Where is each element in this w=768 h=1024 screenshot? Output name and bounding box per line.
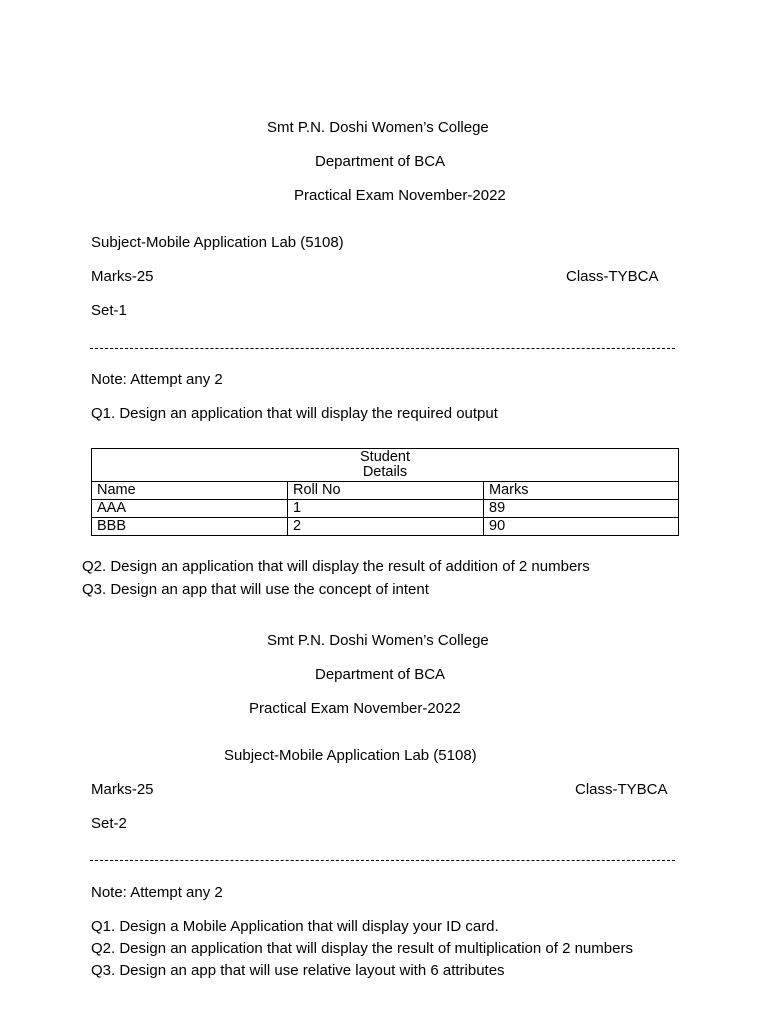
question-3: Q3. Design an app that will use the concept of intent (82, 581, 429, 598)
column-header-marks: Marks (484, 482, 679, 500)
table-header-row (92, 482, 679, 500)
student-details-table (91, 448, 679, 536)
college-name: Smt P.N. Doshi Women’s College (267, 632, 489, 649)
set-label: Set-1 (91, 302, 127, 319)
table-cell: 90 (484, 518, 679, 536)
subject-line: Subject-Mobile Application Lab (5108) (91, 234, 344, 251)
table-cell: 2 (288, 518, 484, 536)
exam-title: Practical Exam November-2022 (294, 187, 506, 204)
exam-title: Practical Exam November-2022 (249, 700, 461, 717)
class-label: Class-TYBCA (575, 781, 668, 798)
table-row (92, 500, 679, 518)
table-row (92, 518, 679, 536)
dashed-divider (90, 348, 675, 349)
department-name: Department of BCA (315, 666, 446, 683)
question-3: Q3. Design an app that will use relative layout with 6 attributes (91, 962, 505, 979)
table-cell: 89 (484, 500, 679, 518)
table-cell: 1 (288, 500, 484, 518)
question-2: Q2. Design an application that will display the result of addition of 2 numbers (82, 558, 590, 575)
caption-line-1: Student (360, 449, 410, 465)
marks-label: Marks-25 (91, 268, 154, 285)
column-header-name: Name (92, 482, 288, 500)
table-caption (92, 449, 679, 482)
column-header-roll-no: Roll No (288, 482, 484, 500)
caption-line-2: Details (362, 464, 408, 480)
table-cell: AAA (92, 500, 288, 518)
set-label: Set-2 (91, 815, 127, 832)
question-1: Q1. Design an application that will display the required output (91, 405, 498, 422)
question-1: Q1. Design a Mobile Application that will display your ID card. (91, 918, 499, 935)
class-label: Class-TYBCA (566, 268, 659, 285)
subject-line: Subject-Mobile Application Lab (5108) (224, 747, 477, 764)
table-cell: BBB (92, 518, 288, 536)
marks-label: Marks-25 (91, 781, 154, 798)
department-name: Department of BCA (315, 153, 446, 170)
note-text: Note: Attempt any 2 (91, 371, 223, 388)
table-caption-row (92, 449, 679, 482)
dashed-divider (90, 860, 675, 861)
college-name: Smt P.N. Doshi Women’s College (267, 119, 489, 136)
note-text: Note: Attempt any 2 (91, 884, 223, 901)
question-2: Q2. Design an application that will display the result of multiplication of 2 numbers (91, 940, 633, 957)
